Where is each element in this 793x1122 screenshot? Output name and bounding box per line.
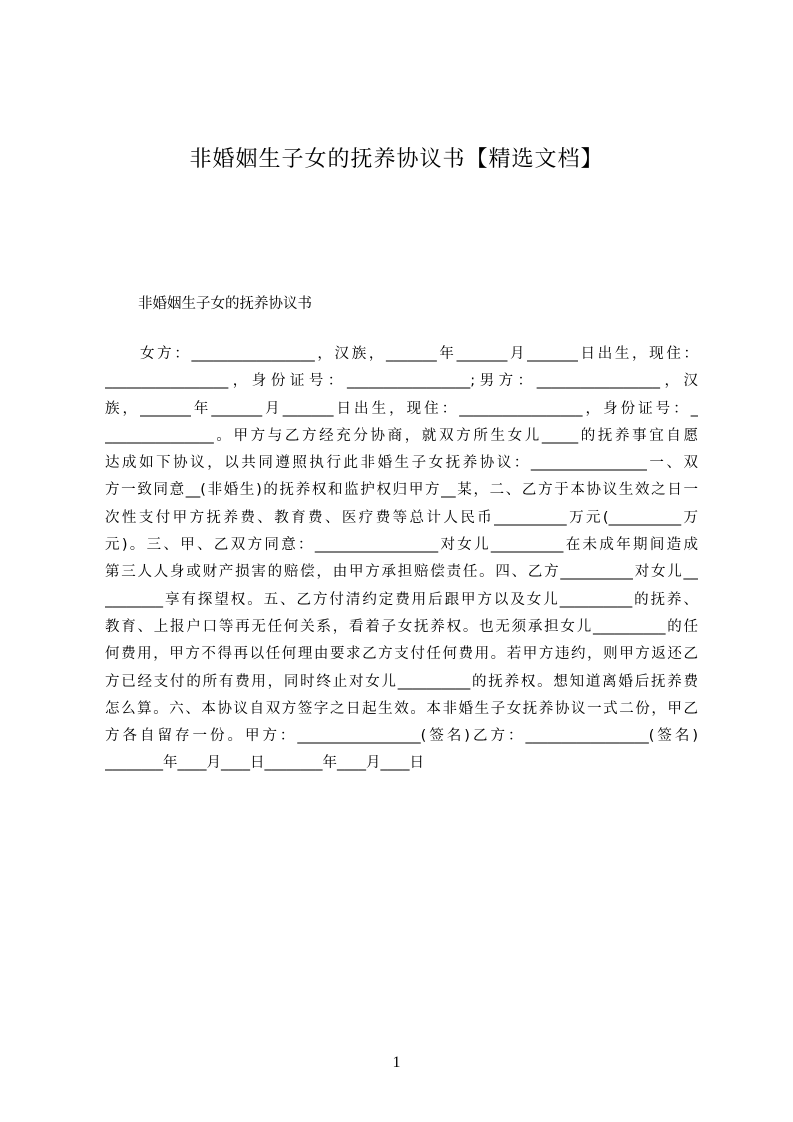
body-line: 女方：_________________，汉族，_______年_______月_______日出生，现住： — [140, 346, 698, 362]
body-line: 达成如下协议，以共同遵照执行此非婚生子女抚养协议：________________一、双 — [105, 455, 698, 472]
body-line: ________年____月____日________年____月____日 — [105, 755, 424, 772]
body-line: 第三人人身或财产损害的赔偿，由甲方承担赔偿责任。四、乙方__________对女儿__ — [105, 564, 698, 581]
document-title: 非婚姻生子女的抚养协议书【精选文档】 — [189, 147, 604, 172]
body-line: 次性支付甲方抚养费、教育费、医疗费等总计人民币__________万元(__________万 — [105, 509, 698, 526]
body-line: 方各自留存一份。甲方：_________________(签名)乙方：_________________(签名) — [105, 728, 698, 745]
page-number: 1 — [392, 1054, 401, 1071]
agreement-heading: 非婚姻生子女的抚养协议书 — [138, 296, 312, 312]
body-line: 教育、上报户口等再无任何关系，看着子女抚养权。也无须承担女儿__________的任 — [105, 618, 698, 635]
body-line: _________________，身份证号：_________________;男方：_________________，汉 — [105, 373, 698, 390]
body-line: ________享有探望权。五、乙方付清约定费用后跟甲方以及女儿__________的抚养、 — [105, 591, 698, 608]
body-line: 何费用，甲方不得再以任何理由要求乙方支付任何费用。若甲方违约，则甲方返还乙 — [105, 646, 698, 663]
body-line: 怎么算。六、本协议自双方签字之日起生效。本非婚生子女抚养协议一式二份，甲乙 — [105, 700, 698, 717]
body-line: _______________。甲方与乙方经充分协商，就双方所生女儿_____的抚养事宜自愿 — [105, 427, 698, 444]
body-line: 方一致同意__(非婚生)的抚养权和监护权归甲方__某，二、乙方于本协议生效之日一 — [105, 482, 698, 499]
agreement-body — [105, 343, 698, 780]
body-line: 族，_______年_______月_______日出生，现住：_________________，身份证号：_ — [105, 400, 698, 417]
body-line: 元)。三、甲、乙双方同意：_________________对女儿__________在未成年期间造成 — [105, 537, 698, 554]
body-line: 方已经支付的所有费用，同时终止对女儿__________的抚养权。想知道离婚后抚养费 — [105, 673, 698, 690]
